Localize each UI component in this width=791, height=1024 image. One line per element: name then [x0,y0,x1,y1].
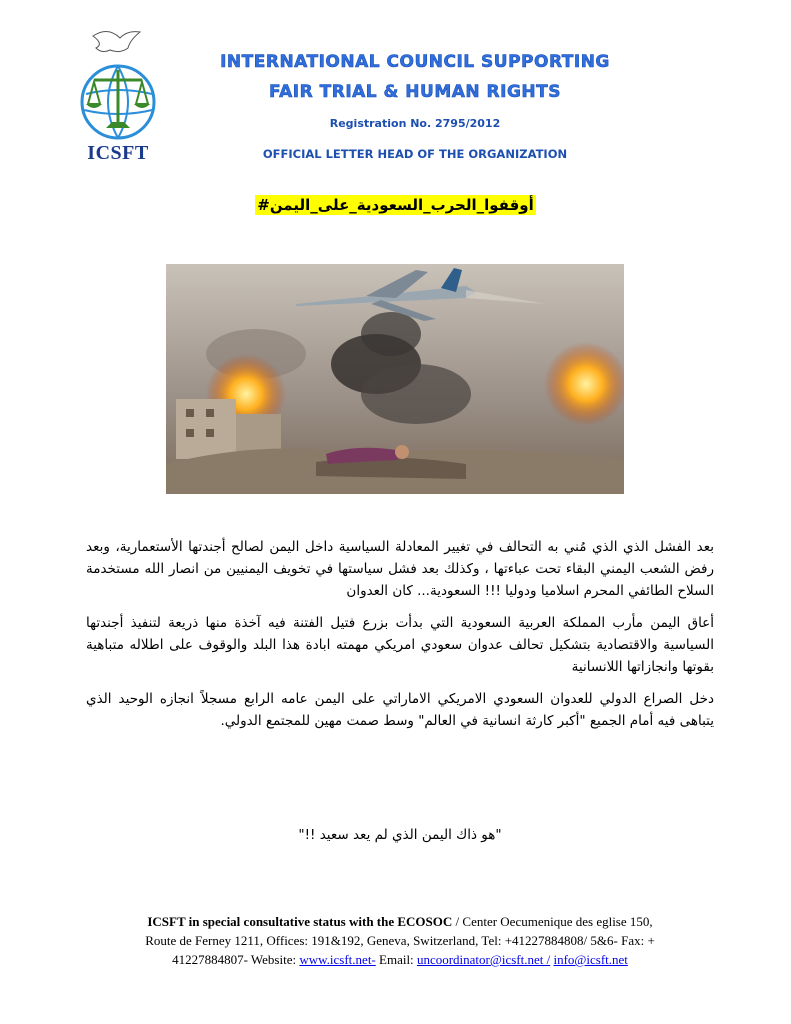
ecosoc-status: ICSFT in special consultative status with the ECOSOC [147,914,453,929]
article-paragraph-1: بعد الفشل الذي الذي مُني به التحالف في تغيير المعادلة السياسية داخل اليمن لصالح أجندتها الأستعمارية، وبعد رفض الشعب اليمني البقاء تحت عباءتها ، وكذلك بعد فشل سياستها في تخويف اليمنيين من انصار الله مستخدمة السلاح الطائفي المحرم اسلاميا ودوليا !!! السعودية... كان العدوان [86,539,714,599]
org-title-line2: FAIR TRIAL & HUMAN RIGHTS [268,82,561,102]
logo-text: ICSFT [87,142,149,164]
footer-line-2: Route de Ferney 1211, Offices: 191&192, Geneva, Switzerland, Tel: +41227884808/ 5&6- Fax: + [145,933,655,948]
footer-contact [100,912,700,969]
hashtag-text: #أوقفوا_الحرب_السعودية_على_اليمن [257,196,534,214]
footer-line-1 [100,912,700,931]
email-link-coordinator[interactable]: uncoordinator@icsft.net / [416,952,551,967]
email-label: Email: [375,952,417,967]
article-paragraph-3: دخل الصراع الدولي للعدوان السعودي الامريكي الاماراتي على اليمن عامه الرابع مسجلاً انجازه الوحيد الذي يتباهى فيه أمام الجميع "أكبر كارثة انسانية في العالم" وسط صمت مهين للمجتمع الدولي. [86,691,714,729]
website-link[interactable]: www.icsft.net- [299,952,376,967]
closing-quote: "هو ذاك اليمن الذي لم يعد سعيد !!" [298,827,502,843]
footer-line-3 [100,950,700,969]
letterhead-label: OFFICIAL LETTER HEAD OF THE ORGANIZATION [262,147,568,161]
org-title-line1: INTERNATIONAL COUNCIL SUPPORTING [220,52,610,72]
war-scene-photo [166,264,624,494]
article-body [86,536,714,742]
registration-number: Registration No. 2795/2012 [329,117,501,130]
footer-address-start: / Center Oecumenique des eglise 150, [452,914,653,929]
article-paragraph-2: أعاق اليمن مأرب المملكة العربية السعودية التي بدأت بزرع فتيل الفتنة فيه آخذة منها ذريعة لتنفيذ أجندتها السياسية والاقتصادية بتشكيل تحالف عدوان سعودي امريكي مهمته ابادة هذا البلد والوقوف على اطلاله متباهية بقوتها وانجازاتها اللانسانية [86,615,714,675]
fax-website-label: 41227884807- Website: [172,952,300,967]
email-link-info[interactable]: info@icsft.net [553,952,628,967]
hashtag-heading [0,195,791,214]
